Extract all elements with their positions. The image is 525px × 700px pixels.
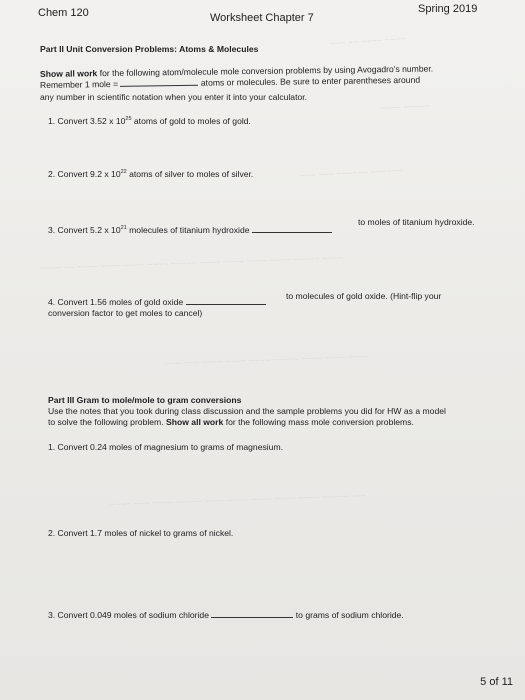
part3-instructions-line2: to solve the following problem. Show all work for the following mass mole conversion problems. [48, 417, 414, 427]
part2-instructions-line1: Show all work for the following atom/molecule mole conversion problems by using Avogadro's number. [39, 63, 434, 79]
question-p2-4-tail: to molecules of gold oxide. (Hint-flip your [286, 291, 442, 301]
question-p2-2: 2. Convert 9.2 x $10^{22}$ atoms of silver to moles of silver. [48, 169, 254, 179]
term-label: Spring 2019 [418, 3, 478, 15]
question-p2-4-note: conversion factor to get moles to cancel) [48, 308, 203, 318]
answer-blank [252, 231, 332, 233]
course-label: Chem 120 [38, 7, 89, 19]
part3-heading: Part III Gram to mole/mole to gram conversions [48, 395, 242, 405]
part3-instructions-line1: Use the notes that you took during class discussion and the sample problems you did for HW as a model [48, 406, 446, 416]
question-p2-3-tail: to moles of titanium hydroxide. [358, 217, 475, 227]
question-p2-4: 4. Convert 1.56 moles of gold oxide [48, 298, 266, 307]
bleed-through-text: ~~~ ~~~ ~~~~~~ ~~~~~~ [299, 165, 403, 181]
answer-blank [211, 616, 293, 618]
bleed-through-text: ~~~ ~~~ ~~~~ ~~~~ ~~~~ ~~~~~ ~~~~ ~~~~ ~~~~ [164, 351, 370, 369]
part2-instructions-line3: any number in scientific notation when you enter it into your calculator. [40, 92, 308, 102]
bleed-through-text: ~~~ ~~ ~~~~ ~~~~ [329, 33, 407, 49]
part2-heading: Part II Unit Conversion Problems: Atoms & Molecules [40, 44, 259, 54]
question-p2-3: 3. Convert 5.2 x $10^{21}$ molecules of titanium hydroxide [48, 226, 332, 235]
avogadro-blank [120, 84, 198, 87]
question-p2-1: 1. Convert 3.52 x $10^{25}$ atoms of gold to moles of gold. [48, 116, 251, 126]
question-p3-1: 1. Convert 0.24 moles of magnesium to grams of magnesium. [48, 442, 284, 452]
page-number: 5 of 11 [480, 676, 513, 688]
question-p3-2: 2. Convert 1.7 moles of nickel to grams of nickel. [48, 528, 234, 538]
part2-instructions-line2: Remember 1 mole = atoms or molecules. Be sure to enter parentheses around [39, 74, 421, 90]
question-p3-3: 3. Convert 0.049 moles of sodium chloride to grams of sodium chloride. [48, 610, 404, 620]
bleed-through-text: ~~~~ ~~~ ~~~~ ~~~~~ ~~~~ ~~~~ ~~~~ ~~~~ ~~~~ ~~~~~ ~~~ [109, 490, 367, 510]
bleed-through-text: ~~~~ ~~ ~~~~ ~~~~ ~~~~ ~~~~ ~~~~~ ~~~~ ~~~~ ~~~~ ~~~~ ~~~~~ ~~~~ [39, 252, 344, 274]
bleed-through-text: ~~~~ ~~~~~ [379, 100, 431, 114]
worksheet-title: Worksheet Chapter 7 [210, 12, 314, 24]
answer-blank [186, 303, 266, 305]
